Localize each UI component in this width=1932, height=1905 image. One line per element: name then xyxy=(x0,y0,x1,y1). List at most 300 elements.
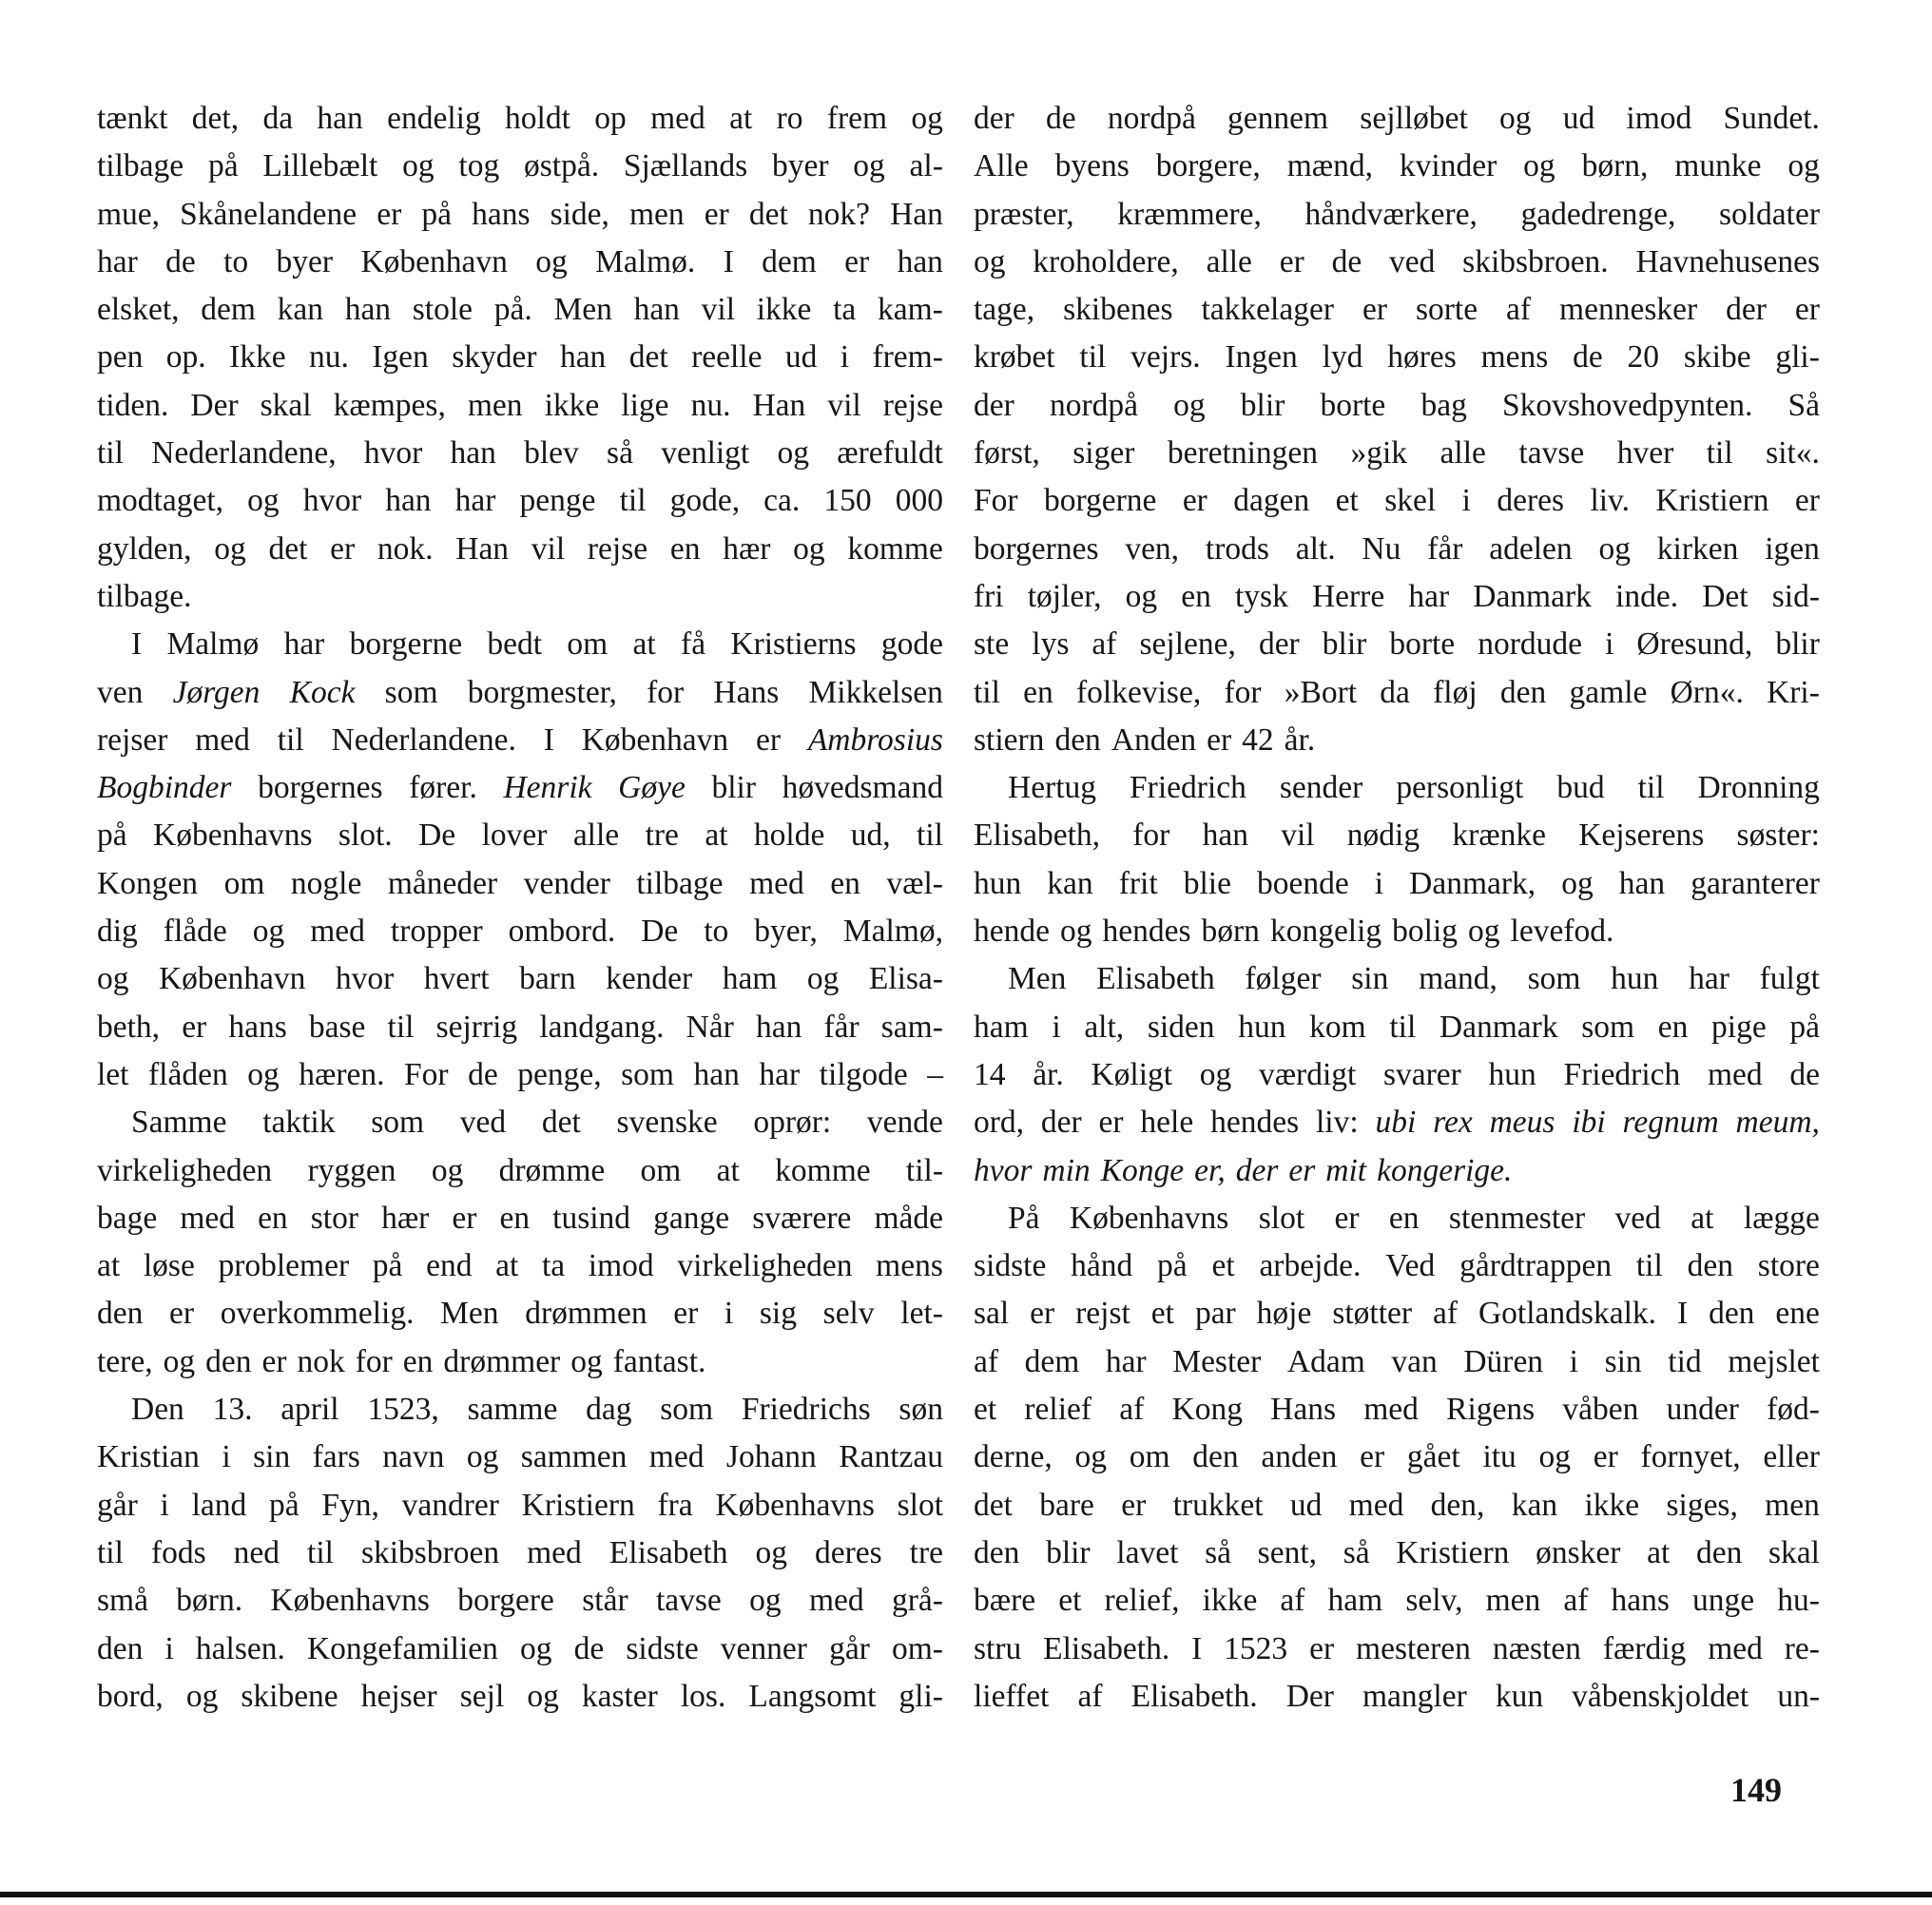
word: ærefuldt xyxy=(837,435,943,471)
word: er xyxy=(1334,1200,1360,1236)
text-line xyxy=(97,812,943,859)
word: vil xyxy=(531,530,566,567)
word: sin xyxy=(1351,961,1389,997)
word: og xyxy=(1468,914,1500,950)
word: hendes xyxy=(1210,1105,1300,1141)
word: For xyxy=(404,1056,449,1092)
word: er xyxy=(1098,1105,1124,1141)
word: drømmer xyxy=(443,1343,561,1379)
word: endelig xyxy=(387,101,481,136)
word: han xyxy=(385,483,432,519)
word: rex xyxy=(1433,1105,1473,1141)
word: og xyxy=(247,483,280,519)
word: unge xyxy=(1692,1583,1755,1619)
word: beretningen xyxy=(1167,435,1319,471)
word: og xyxy=(1538,1439,1572,1475)
word: »Bort xyxy=(1284,674,1358,710)
word: gli- xyxy=(898,1678,943,1714)
word: kom xyxy=(1309,1009,1366,1045)
text-line xyxy=(974,477,1820,525)
word: som xyxy=(621,1056,674,1092)
word: vandrer xyxy=(401,1487,499,1523)
word: Kristiern xyxy=(521,1487,635,1523)
text-line xyxy=(97,669,943,717)
word: på xyxy=(207,148,239,184)
text-line xyxy=(97,1482,943,1530)
word: Hans xyxy=(713,674,780,710)
word: børn. xyxy=(176,1583,243,1619)
word: ud, xyxy=(850,818,891,854)
word: nødig xyxy=(1346,818,1420,854)
word: og xyxy=(911,101,943,136)
word: fulgt xyxy=(1759,961,1820,997)
word: hæren. xyxy=(299,1056,385,1092)
word: kender xyxy=(606,961,693,997)
word: blev xyxy=(524,435,579,471)
word: til xyxy=(97,1534,124,1570)
word: ubi xyxy=(1375,1105,1417,1141)
text-line xyxy=(974,1577,1820,1625)
word: og xyxy=(755,1534,787,1570)
word: hun xyxy=(1611,961,1659,997)
word: så xyxy=(1343,1534,1370,1570)
word: Bogbinder xyxy=(97,770,232,806)
word: ta xyxy=(833,292,857,328)
word: Det xyxy=(1702,578,1748,614)
word: og xyxy=(431,1152,464,1188)
word: krøbet xyxy=(974,339,1055,375)
text-line xyxy=(97,1051,943,1099)
word: mænd, xyxy=(1286,148,1373,184)
word: Der xyxy=(190,387,239,423)
word: Elisabeth. xyxy=(1130,1678,1258,1714)
word: den xyxy=(1709,1296,1755,1332)
word: Når xyxy=(686,1009,734,1045)
word: lægge xyxy=(1743,1200,1820,1236)
word: slot xyxy=(1258,1200,1305,1236)
word: til xyxy=(1079,339,1107,375)
word: en xyxy=(1023,674,1053,710)
word: ikke xyxy=(1202,1583,1258,1619)
word: måneder xyxy=(387,865,498,901)
word: I xyxy=(1191,1630,1203,1666)
word: om xyxy=(567,626,609,663)
word: slot xyxy=(897,1487,943,1523)
word: sit«. xyxy=(1766,435,1820,471)
word: ta xyxy=(541,1248,566,1284)
word: de xyxy=(1045,101,1076,136)
word: Malmø. xyxy=(595,243,696,279)
word: Henrik xyxy=(503,770,592,806)
word: hær xyxy=(381,1200,430,1236)
word: Langsomt xyxy=(748,1678,877,1714)
word: Kongen xyxy=(97,865,199,901)
word: Mikkelsen xyxy=(808,674,943,710)
word: Københavns xyxy=(715,1487,875,1523)
word: dem xyxy=(1024,1343,1080,1379)
word: personligt xyxy=(1396,770,1524,806)
word: holdt xyxy=(505,101,570,136)
word: år. xyxy=(1284,722,1316,758)
word: han xyxy=(693,1056,740,1092)
word: Elisabeth, xyxy=(974,818,1101,854)
word: let- xyxy=(900,1296,943,1332)
word: at xyxy=(97,1248,121,1284)
word: og xyxy=(1199,1056,1232,1092)
word: er xyxy=(1794,483,1820,519)
word: De xyxy=(641,914,679,950)
word: er xyxy=(261,1343,287,1379)
word: Kock xyxy=(289,674,356,710)
word: Sjællands xyxy=(623,148,748,184)
word: Ikke xyxy=(229,339,286,375)
word: byer xyxy=(276,243,334,279)
word: og xyxy=(247,1056,280,1092)
word: ønsker xyxy=(1536,1534,1621,1570)
word: borte xyxy=(1320,387,1386,423)
word: Den xyxy=(131,1392,184,1428)
text-line xyxy=(97,1386,943,1434)
word: sam- xyxy=(880,1009,943,1045)
word: gode xyxy=(880,626,943,663)
text-line xyxy=(974,1147,1820,1195)
word: komme xyxy=(775,1152,871,1188)
word: sid- xyxy=(1771,578,1820,614)
word: med xyxy=(749,865,804,901)
word: tavse xyxy=(1518,435,1585,471)
word: med xyxy=(527,1534,582,1570)
word: sender xyxy=(1279,770,1363,806)
word: tre xyxy=(645,818,679,854)
word: er xyxy=(1362,292,1387,328)
word: hejser xyxy=(360,1678,437,1714)
word: dig xyxy=(97,914,138,950)
word: krænke xyxy=(1452,818,1546,854)
word: tysk xyxy=(1234,578,1288,614)
text-line xyxy=(974,1338,1820,1386)
word: får xyxy=(1427,530,1463,567)
word: vende xyxy=(866,1105,943,1141)
word: borgere xyxy=(457,1583,554,1619)
word: Danmark xyxy=(1473,578,1592,614)
word: børn xyxy=(1201,914,1260,950)
word: om xyxy=(223,865,265,901)
word: i xyxy=(222,1439,231,1475)
word: meum, xyxy=(1735,1105,1820,1141)
word: byens xyxy=(1054,148,1130,184)
word: Herre xyxy=(1311,578,1385,614)
text-line xyxy=(97,908,943,955)
word: nu. xyxy=(690,387,731,423)
word: bare xyxy=(1039,1487,1094,1523)
word: byer xyxy=(771,148,829,184)
word: ved xyxy=(1388,243,1436,279)
word: 1523, xyxy=(367,1392,439,1428)
word: er xyxy=(1030,1296,1055,1332)
text-line xyxy=(97,1242,943,1290)
word: er xyxy=(1121,1487,1147,1523)
word: det xyxy=(628,339,668,375)
word: har xyxy=(1105,1343,1147,1379)
word: siger xyxy=(1072,435,1135,471)
word: ibi xyxy=(1572,1105,1606,1141)
word: Fyn, xyxy=(321,1487,379,1523)
word: trukket xyxy=(1172,1487,1264,1523)
word: en xyxy=(1181,578,1211,614)
word: fører. xyxy=(409,770,477,806)
word: da xyxy=(262,101,294,136)
word: borgernes xyxy=(974,530,1099,567)
word: i xyxy=(1461,483,1471,519)
word: end xyxy=(426,1248,473,1284)
word: lys xyxy=(1032,626,1070,663)
word: til xyxy=(1389,1009,1417,1045)
word: kirken xyxy=(1656,530,1739,567)
word: sin xyxy=(1604,1343,1642,1379)
word: til xyxy=(307,1534,334,1570)
word: væl- xyxy=(886,865,943,901)
word: den xyxy=(205,1343,252,1379)
text-line xyxy=(974,1051,1820,1099)
word: og xyxy=(252,914,285,950)
word: år. xyxy=(1033,1056,1064,1092)
word: har xyxy=(759,1056,801,1092)
word: det xyxy=(748,196,788,232)
word: vejrs. xyxy=(1130,339,1201,375)
word: med xyxy=(1708,1630,1763,1666)
word: sværere xyxy=(752,1200,852,1236)
word: et xyxy=(1150,1296,1174,1332)
word: anden xyxy=(1261,1439,1338,1475)
word: 13. xyxy=(212,1392,253,1428)
text-line xyxy=(974,1530,1820,1577)
word: Der xyxy=(1285,1678,1334,1714)
word: tage, xyxy=(974,292,1035,328)
word: så xyxy=(1205,1534,1231,1570)
word: bære xyxy=(974,1583,1036,1619)
word: alle xyxy=(1439,435,1486,471)
word: skal xyxy=(1768,1534,1820,1570)
word: imod xyxy=(588,1248,654,1284)
word: ikke xyxy=(544,387,600,423)
word: skal xyxy=(260,387,312,423)
word: i xyxy=(1374,865,1384,901)
word: at xyxy=(716,1152,740,1188)
word: i xyxy=(160,1487,169,1523)
word: våben xyxy=(1562,1392,1639,1428)
word: un- xyxy=(1777,1678,1820,1714)
word: ham xyxy=(974,1009,1029,1045)
word: Københavns xyxy=(270,1583,430,1619)
text-line xyxy=(974,621,1820,668)
word: sin xyxy=(253,1439,291,1475)
word: I xyxy=(131,626,143,663)
word: par xyxy=(1194,1296,1236,1332)
word: for xyxy=(1132,818,1170,854)
word: skibsbroen xyxy=(360,1534,500,1570)
word: penge xyxy=(519,483,596,519)
word: er xyxy=(1182,483,1208,519)
word: nordpå xyxy=(1107,101,1196,136)
word: Ingen xyxy=(1225,339,1298,375)
word: to xyxy=(223,243,249,279)
word: flåden xyxy=(148,1056,228,1092)
word: reelle xyxy=(691,339,763,375)
word: al- xyxy=(909,148,943,184)
word: 14 xyxy=(974,1056,1006,1092)
word: er, xyxy=(1194,1152,1226,1188)
word: hvert xyxy=(423,961,490,997)
word: halsen. xyxy=(195,1630,285,1666)
text-line xyxy=(97,191,943,239)
word: for xyxy=(355,1343,393,1379)
word: bage xyxy=(97,1200,158,1236)
text-line xyxy=(974,95,1820,143)
text-line xyxy=(97,382,943,430)
word: den xyxy=(1499,674,1547,710)
word: løse xyxy=(143,1248,195,1284)
word: og xyxy=(793,530,825,567)
word: Kristiern xyxy=(1396,1534,1510,1570)
word: navn xyxy=(382,1439,445,1475)
word: til- xyxy=(905,1152,943,1188)
word: kræmmere, xyxy=(1117,196,1262,232)
word: base xyxy=(308,1009,366,1045)
word: har xyxy=(97,243,138,279)
word: liv. xyxy=(1590,483,1631,519)
text-line xyxy=(974,382,1820,430)
word: er xyxy=(330,530,356,567)
word: kongelig xyxy=(1269,914,1382,950)
word: blir xyxy=(711,770,756,806)
word: på xyxy=(1789,1009,1820,1045)
text-line xyxy=(974,573,1820,621)
word: Køligt xyxy=(1091,1056,1173,1092)
word: hans xyxy=(472,196,531,232)
word: Hertug xyxy=(1008,770,1097,806)
word: fornyet, xyxy=(1640,1439,1741,1475)
word: adelen xyxy=(1489,530,1573,567)
word: er xyxy=(704,196,729,232)
word: nordpå xyxy=(1049,387,1138,423)
word: hver xyxy=(1616,435,1674,471)
word: lover xyxy=(481,818,548,854)
word: han xyxy=(633,292,680,328)
word: gamle xyxy=(1569,674,1648,710)
word: blir xyxy=(1046,1534,1091,1570)
word: er xyxy=(1360,1439,1385,1475)
word: van xyxy=(1391,1343,1438,1379)
word: på xyxy=(1157,1248,1188,1284)
word: skibe xyxy=(1683,339,1751,375)
word: en xyxy=(402,1343,434,1379)
word: ven xyxy=(97,674,144,710)
word: tavse xyxy=(655,1583,722,1619)
word: gennem xyxy=(1227,101,1329,136)
word: pige xyxy=(1711,1009,1767,1045)
word: hær xyxy=(723,530,771,567)
word: på xyxy=(97,818,127,854)
word: først, xyxy=(974,435,1040,471)
word: sejlene, xyxy=(1139,626,1236,663)
word: Alle xyxy=(974,148,1029,184)
word: stenmester xyxy=(1448,1200,1586,1236)
word: få xyxy=(681,626,706,663)
word: borgere, xyxy=(1155,148,1261,184)
word: næsten xyxy=(1492,1630,1581,1666)
word: søn xyxy=(898,1392,943,1428)
word: fri xyxy=(974,578,1004,614)
word: pen xyxy=(97,339,144,375)
word: og xyxy=(97,961,129,997)
word: til xyxy=(1637,770,1665,806)
word: Ambrosius xyxy=(807,722,943,758)
word: inde. xyxy=(1615,578,1679,614)
word: sidste xyxy=(974,1248,1047,1284)
word: og xyxy=(570,1343,603,1379)
word: mens xyxy=(876,1248,943,1284)
word: borte xyxy=(1389,626,1456,663)
word: nordude xyxy=(1478,626,1583,663)
word: munke xyxy=(1674,148,1762,184)
word: støtter xyxy=(1332,1296,1413,1332)
word: og xyxy=(806,961,840,997)
word: bag xyxy=(1420,387,1467,423)
text-line xyxy=(97,573,943,621)
word: Københavns xyxy=(1069,1200,1229,1236)
text-line xyxy=(97,955,943,1003)
word: Han xyxy=(890,196,943,232)
word: fods xyxy=(150,1534,206,1570)
word: igen xyxy=(1765,530,1820,567)
word: til xyxy=(1635,1248,1663,1284)
word: er xyxy=(377,196,402,232)
text-line xyxy=(974,764,1820,812)
word: han xyxy=(897,243,943,279)
text-line xyxy=(97,95,943,143)
text-line xyxy=(97,1434,943,1481)
text-line xyxy=(97,1195,943,1242)
word: ro xyxy=(776,101,803,136)
word: Elisa- xyxy=(868,961,943,997)
word: og xyxy=(1074,1439,1108,1475)
word: ud xyxy=(1289,1487,1323,1523)
word: rejst xyxy=(1075,1296,1130,1332)
word: sidste xyxy=(626,1630,699,1666)
word: lyd xyxy=(1322,339,1363,375)
word: tøjler, xyxy=(1027,578,1102,614)
word: I xyxy=(723,243,734,279)
word: tog xyxy=(458,148,500,184)
word: går xyxy=(829,1630,870,1666)
word: Anden xyxy=(1111,722,1197,758)
word: tilbage xyxy=(97,148,184,184)
text-line xyxy=(974,1290,1820,1337)
word: han xyxy=(1202,818,1248,854)
word: ven, xyxy=(1125,530,1180,567)
bottom-edge-rule xyxy=(0,1892,1932,1897)
word: mennesker xyxy=(1559,292,1698,328)
word: frit xyxy=(1118,865,1158,901)
word: Friedrich xyxy=(1130,770,1246,806)
word: rejse xyxy=(882,387,943,423)
word: land xyxy=(191,1487,247,1523)
word: venligt xyxy=(661,435,750,471)
text-line xyxy=(97,143,943,190)
word: han xyxy=(450,435,496,471)
word: og xyxy=(777,435,809,471)
word: slot. xyxy=(338,818,393,854)
